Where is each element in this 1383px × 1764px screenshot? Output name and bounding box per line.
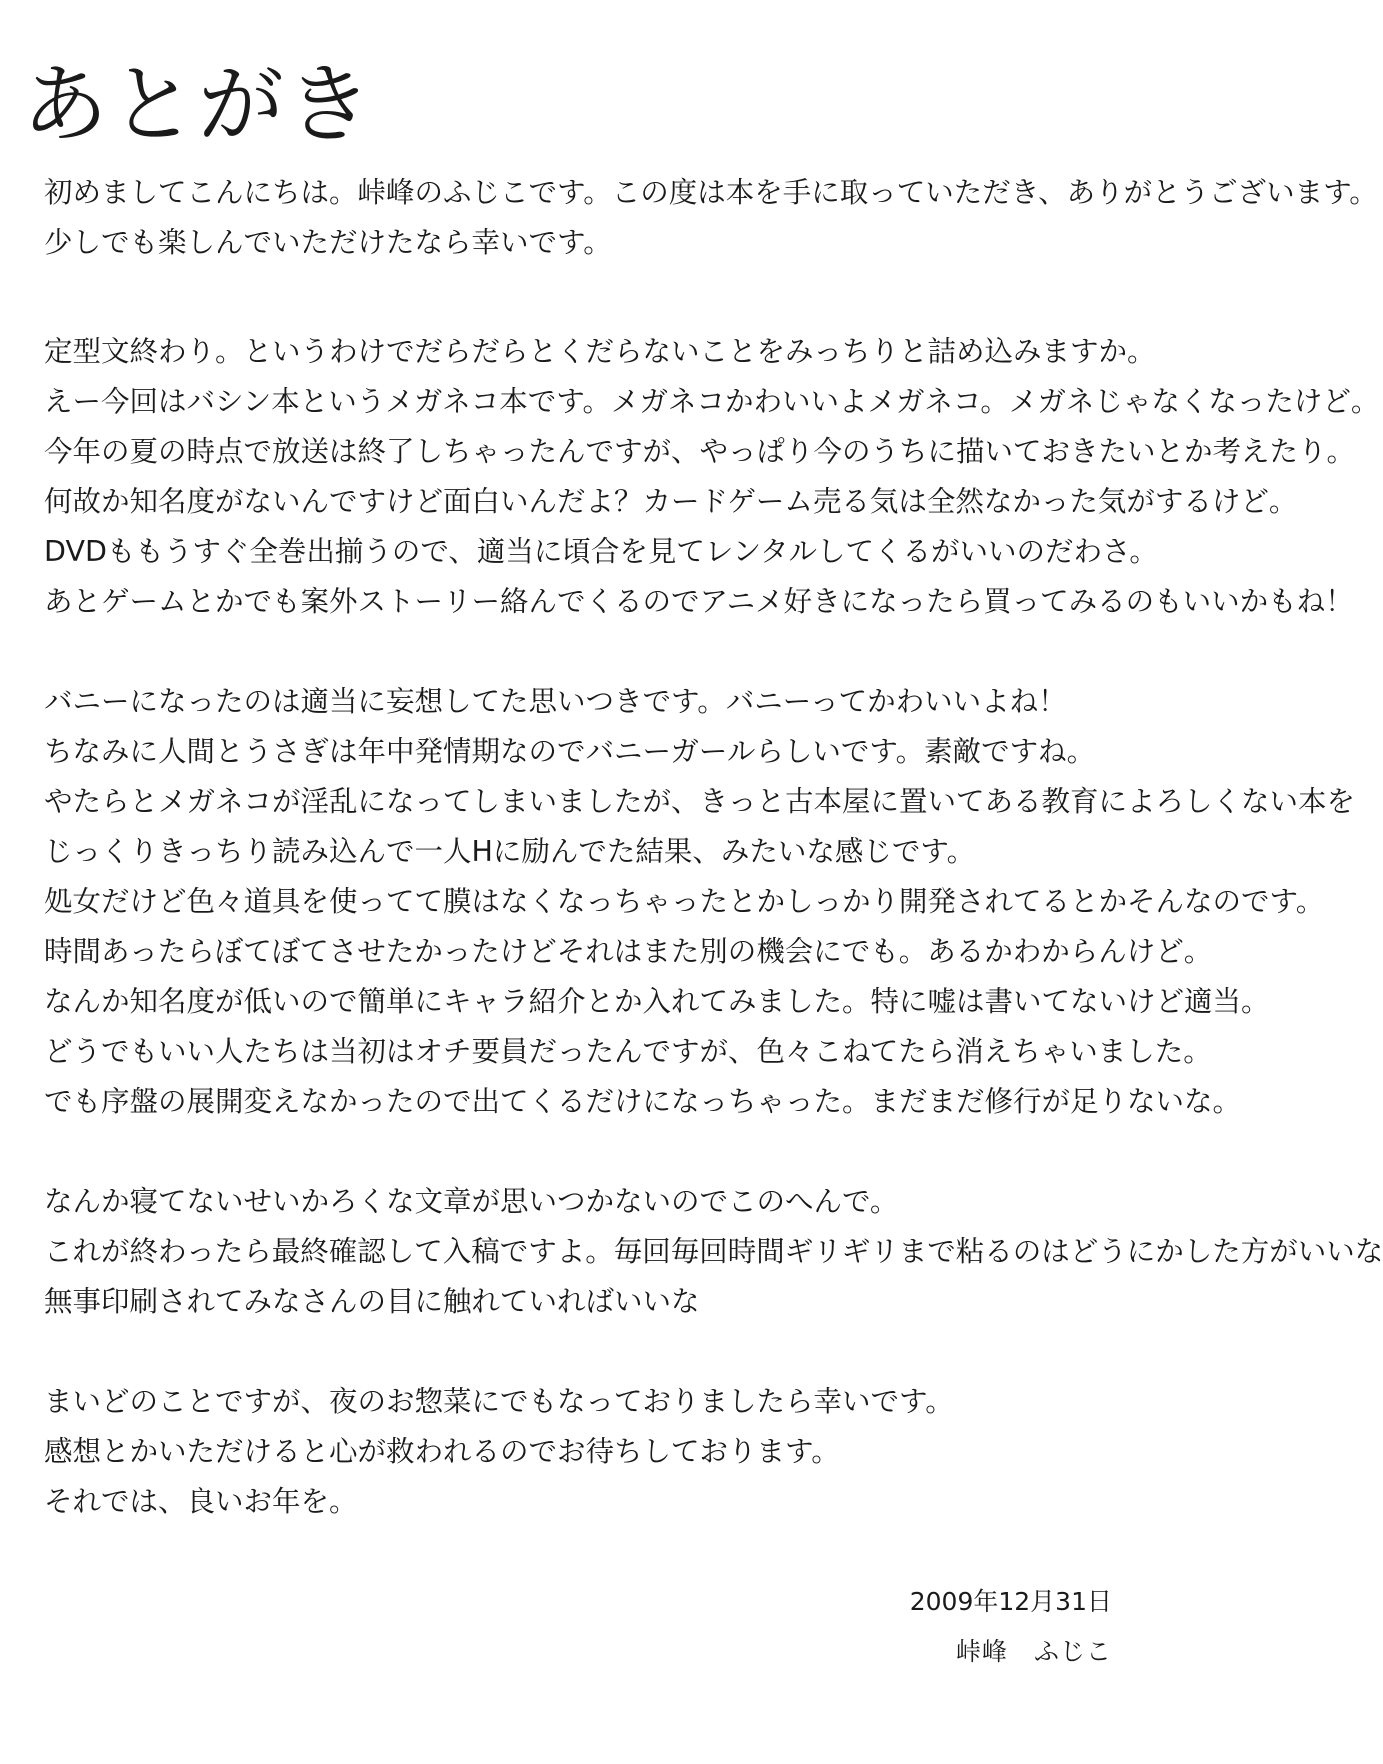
paragraph-closing-status (44, 1177, 1383, 1327)
text-line: 定型文終わり。というわけでだらだらとくだらないことをみっちりと詰め込みますか。 (44, 335, 1156, 368)
text-line: 今年の夏の時点で放送は終了しちゃったんですが、やっぱり今のうちに描いておきたいとか考えたり。 (44, 435, 1356, 468)
text-line: あとゲームとかでも案外ストーリー絡んでくるのでアニメ好きになったら買ってみるのもいいかもね！ (44, 585, 1354, 618)
text-line: まいどのことですが、夜のお惣菜にでもなっておりましたら幸いです。 (44, 1385, 954, 1418)
text-line: それでは、良いお年を。 (44, 1485, 358, 1518)
text-line: 何故か知名度がないんですけど面白いんだよ？カードゲーム売る気は全然なかった気がするけど。 (44, 485, 1298, 518)
text-line: 感想とかいただけると心が救われるのでお待ちしております。 (44, 1435, 840, 1468)
text-line: えー今回はバシン本というメガネコ本です。メガネコかわいいよメガネコ。メガネじゃなくなったけど。 (44, 385, 1380, 418)
text-line: これが終わったら最終確認して入稿ですよ。毎回毎回時間ギリギリまで粘るのはどうにかした方がいいな (44, 1235, 1383, 1268)
text-line: 時間あったらぼてぼてさせたかったけどそれはまた別の機会にでも。あるかわからんけど。 (44, 935, 1213, 968)
paragraph-content-notes (44, 677, 1356, 1127)
page-title: あとがき (22, 55, 374, 155)
afterword-body (44, 168, 1383, 1527)
text-line: でも序盤の展開変えなかったので出てくるだけになっちゃった。まだまだ修行が足りないな。 (44, 1085, 1242, 1118)
text-line: 無事印刷されてみなさんの目に触れていればいいな (44, 1285, 700, 1318)
text-line: やたらとメガネコが淫乱になってしまいましたが、きっと古本屋に置いてある教育によろしくない本を (44, 785, 1356, 818)
text-line: ちなみに人間とうさぎは年中発情期なのでバニーガールらしいです。素敵ですね。 (44, 735, 1096, 768)
text-line: 初めましてこんにちは。峠峰のふじこです。この度は本を手に取っていただき、ありがとうございます。 (44, 176, 1378, 209)
text-line: バニーになったのは適当に妄想してた思いつきです。バニーってかわいいよね！ (44, 685, 1067, 718)
signature-date: 2009年12月31日 (909, 1587, 1112, 1616)
text-line: なんか寝てないせいかろくな文章が思いつかないのでこのへんで。 (44, 1185, 899, 1218)
text-line: じっくりきっちり読み込んで一人Hに励んでた結果、みたいな感じです。 (44, 835, 976, 868)
text-line: どうでもいい人たちは当初はオチ要員だったんですが、色々こねてたら消えちゃいました。 (44, 1035, 1212, 1068)
paragraph-series-notes (44, 327, 1380, 627)
text-line: 少しでも楽しんでいただけたなら幸いです。 (44, 226, 612, 259)
text-line: なんか知名度が低いので簡単にキャラ紹介とか入れてみました。特に嘘は書いてないけど適当。 (44, 985, 1270, 1018)
text-line: 処女だけど色々道具を使ってて膜はなくなっちゃったとかしっかり開発されてるとかそんなのです。 (44, 885, 1325, 918)
paragraph-farewell (44, 1377, 1194, 1527)
text-line: DVDももうすぐ全巻出揃うので、適当に頃合を見てレンタルしてくるがいいのだわさ。 (44, 535, 1158, 568)
signature-author: 峠峰 ふじこ (955, 1637, 1112, 1666)
paragraph-greeting (44, 168, 1378, 268)
